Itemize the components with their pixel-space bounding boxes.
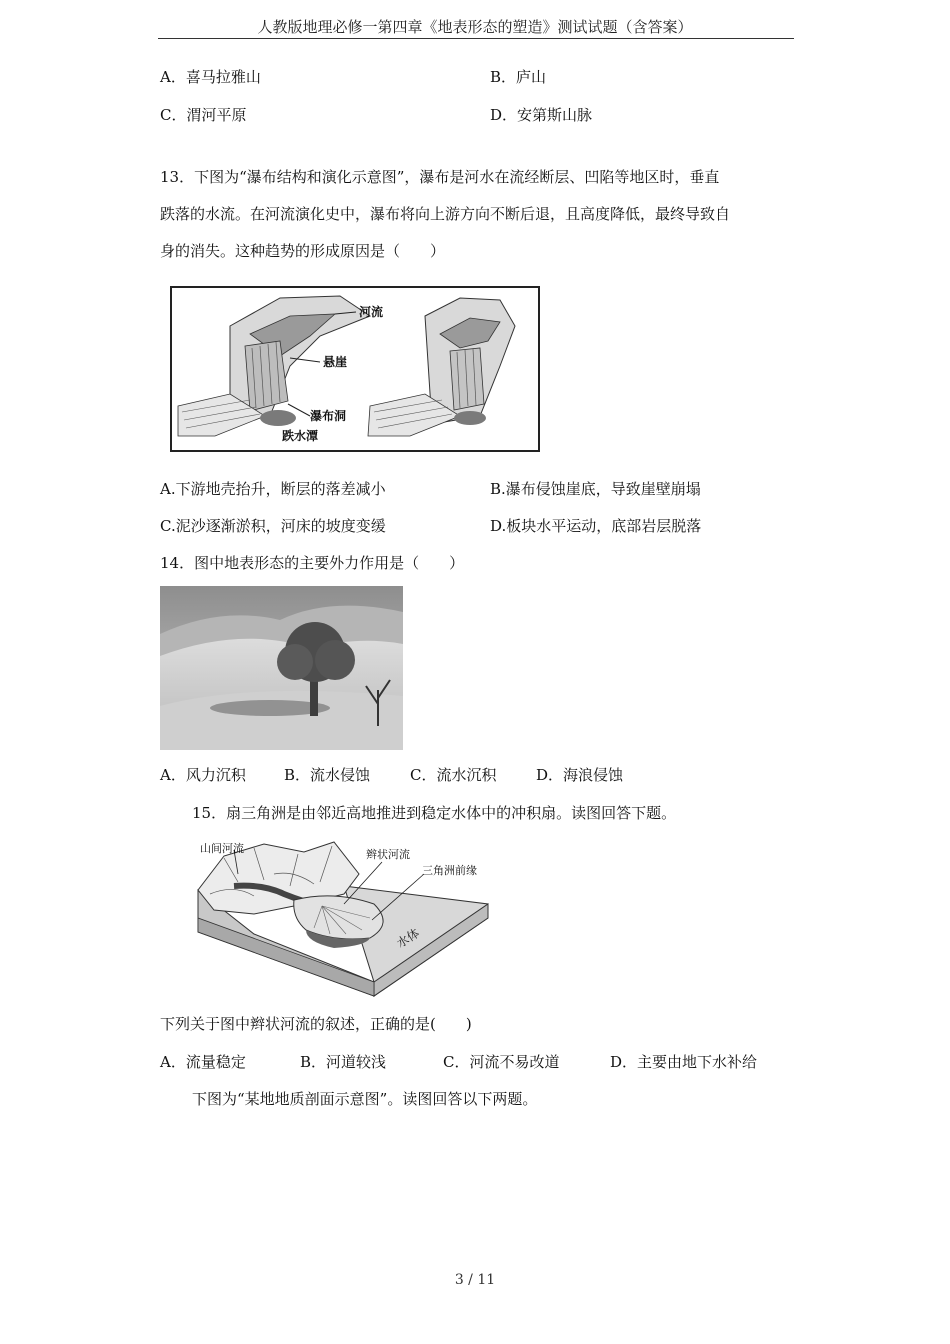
q15-question: 下列关于图中辫状河流的叙述，正确的是( ) <box>160 1015 472 1033</box>
q14-stem: 14．图中地表形态的主要外力作用是（ ） <box>160 554 465 572</box>
label-mountain-river: 山间河流 <box>200 842 244 855</box>
q13-stem-line-1: 13．下图为“瀑布结构和演化示意图”，瀑布是河水在流经断层、凹陷等地区时，垂直 <box>160 168 720 186</box>
q15-option-a: A．流量稳定 <box>160 1053 246 1071</box>
q14-option-b: B．流水侵蚀 <box>284 766 371 784</box>
q12-option-c: C．渭河平原 <box>160 106 247 124</box>
next-question-intro: 下图为“某地地质剖面示意图”。读图回答以下两题。 <box>192 1090 538 1108</box>
q12-option-a: A．喜马拉雅山 <box>160 68 261 86</box>
q13-option-b: B.瀑布侵蚀崖底，导致崖壁崩塌 <box>490 480 701 498</box>
label-plunge-pool: 跌水潭 <box>282 429 319 443</box>
q13-stem-line-2: 跌落的水流。在河流演化史中，瀑布将向上游方向不断后退，且高度降低，最终导致自 <box>160 205 731 223</box>
q14-option-c: C．流水沉积 <box>410 766 497 784</box>
q15-option-b: B．河道较浅 <box>300 1053 387 1071</box>
label-cliff: 悬崖 <box>323 355 348 369</box>
q13-option-d: D.板块水平运动，底部岩层脱落 <box>490 517 702 535</box>
label-braided-river: 辫状河流 <box>366 848 410 861</box>
label-delta-front: 三角洲前缘 <box>422 864 477 877</box>
q15-stem: 15．扇三角洲是由邻近高地推进到稳定水体中的冲积扇。读图回答下题。 <box>192 804 677 822</box>
header-rule <box>158 38 794 39</box>
q15-option-c: C．河流不易改道 <box>443 1053 560 1071</box>
label-waterfall-cave: 瀑布洞 <box>310 409 347 423</box>
desert-photo <box>160 586 403 750</box>
q12-option-b: B．庐山 <box>490 68 547 86</box>
q14-option-d: D．海浪侵蚀 <box>536 766 624 784</box>
page-number: 3 / 11 <box>454 1272 496 1288</box>
q14-option-a: A．风力沉积 <box>160 766 246 784</box>
document-header-title: 人教版地理必修一第四章《地表形态的塑造》测试试题（含答案） <box>257 18 693 36</box>
label-water-body: 水体 <box>394 925 422 951</box>
q15-option-d: D．主要由地下水补给 <box>610 1053 758 1071</box>
q13-stem-line-3: 身的消失。这种趋势的形成原因是（ ） <box>160 242 446 260</box>
q12-option-d: D．安第斯山脉 <box>490 106 593 124</box>
waterfall-figure <box>170 286 542 454</box>
fan-delta-figure <box>194 834 492 1000</box>
q13-option-c: C.泥沙逐渐淤积，河床的坡度变缓 <box>160 517 386 535</box>
q13-option-a: A.下游地壳抬升，断层的落差减小 <box>160 480 386 498</box>
label-river: 河流 <box>359 305 384 319</box>
